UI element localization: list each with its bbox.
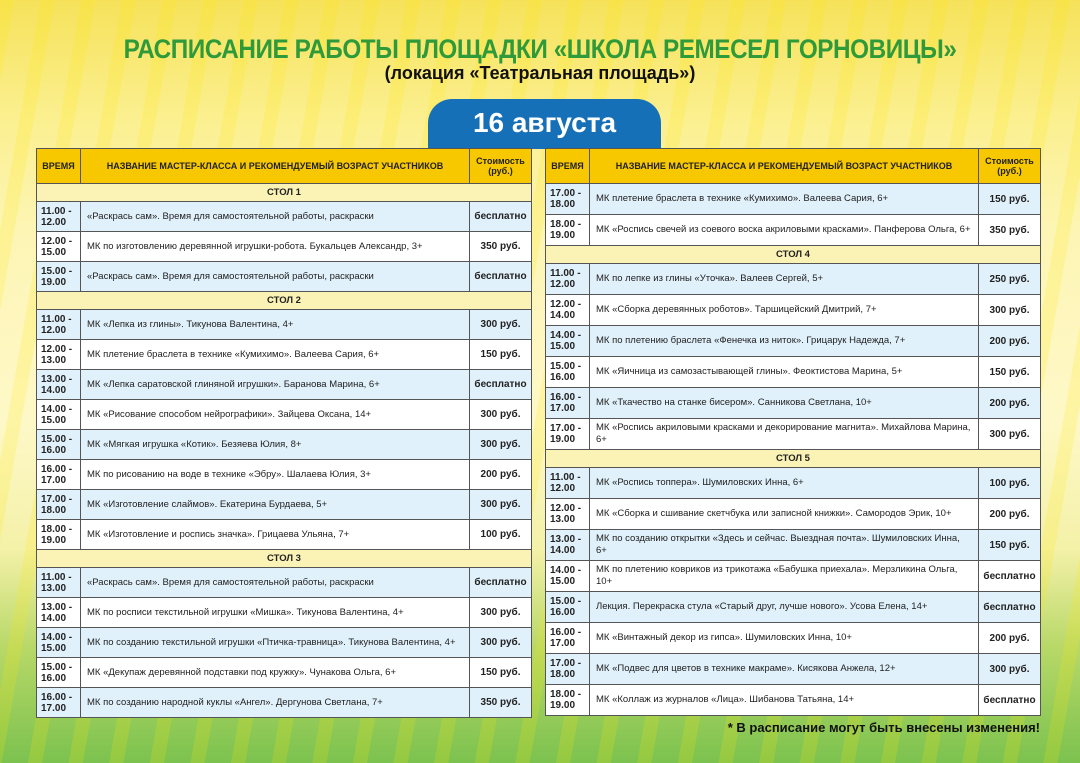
time-cell: 16.00 - 17.00 [546,388,590,419]
class-name-cell: МК «Изготовление слаймов». Екатерина Бурдаева, 5+ [81,490,470,520]
class-name-cell: «Раскрась сам». Время для самостоятельной работы, раскраски [81,202,470,232]
schedule-table-right [545,148,1041,716]
section-title: СТОЛ 4 [546,246,1041,264]
column-header-time: ВРЕМЯ [546,149,590,184]
time-cell: 15.00 - 16.00 [546,592,590,623]
class-name-cell: МК по созданию текстильной игрушки «Птичка-травница». Тикунова Валентина, 4+ [81,628,470,658]
class-name-cell: МК «Лепка из глины». Тикунова Валентина, 4+ [81,310,470,340]
price-cell: 200 руб. [470,460,532,490]
table-row [37,460,532,490]
class-name-cell: МК «Изготовление и роспись значка». Грицаева Ульяна, 7+ [81,520,470,550]
section-row [37,550,532,568]
price-cell: 150 руб. [979,357,1041,388]
time-cell: 14.00 - 15.00 [37,628,81,658]
class-name-cell: МК по рисованию на воде в технике «Эбру». Шалаева Юлия, 3+ [81,460,470,490]
time-cell: 15.00 - 16.00 [37,430,81,460]
time-cell: 11.00 - 12.00 [546,468,590,499]
price-cell: 300 руб. [979,295,1041,326]
date-badge: 16 августа [428,99,661,149]
class-name-cell: МК по созданию народной куклы «Ангел». Дергунова Светлана, 7+ [81,688,470,718]
table-row [37,232,532,262]
price-cell: 300 руб. [470,490,532,520]
schedule-table-left [36,148,532,718]
price-cell: 350 руб. [470,688,532,718]
section-title: СТОЛ 3 [37,550,532,568]
table-row [37,628,532,658]
table-row [546,184,1041,215]
section-row [546,450,1041,468]
table-row [546,654,1041,685]
class-name-cell: МК «Сборка деревянных роботов». Таршицейский Дмитрий, 7+ [590,295,979,326]
table-row [546,623,1041,654]
time-cell: 18.00 - 19.00 [546,215,590,246]
price-cell: 150 руб. [470,658,532,688]
table-row [546,561,1041,592]
price-cell: 300 руб. [470,598,532,628]
section-title: СТОЛ 1 [37,184,532,202]
section-title: СТОЛ 5 [546,450,1041,468]
time-cell: 12.00 - 13.00 [546,499,590,530]
time-cell: 11.00 - 13.00 [37,568,81,598]
table-row [37,490,532,520]
time-cell: 15.00 - 16.00 [546,357,590,388]
time-cell: 17.00 - 18.00 [546,184,590,215]
section-row [546,246,1041,264]
table-row [37,370,532,400]
price-cell: 150 руб. [979,530,1041,561]
price-cell: 100 руб. [470,520,532,550]
price-cell: 300 руб. [979,419,1041,450]
price-cell: 300 руб. [470,310,532,340]
price-cell: бесплатно [470,202,532,232]
table-row [37,598,532,628]
time-cell: 14.00 - 15.00 [37,400,81,430]
price-cell: 150 руб. [470,340,532,370]
table-row [37,658,532,688]
time-cell: 11.00 - 12.00 [546,264,590,295]
table-row [546,264,1041,295]
class-name-cell: МК «Декупаж деревянной подставки под кружку». Чунакова Ольга, 6+ [81,658,470,688]
price-cell: бесплатно [470,262,532,292]
class-name-cell: МК «Яичница из самозастывающей глины». Феоктистова Марина, 5+ [590,357,979,388]
table-row [546,685,1041,716]
price-cell: 300 руб. [979,654,1041,685]
column-header-name: НАЗВАНИЕ МАСТЕР-КЛАССА И РЕКОМЕНДУЕМЫЙ ВОЗРАСТ УЧАСТНИКОВ [81,149,470,184]
time-cell: 14.00 - 15.00 [546,326,590,357]
time-cell: 18.00 - 19.00 [37,520,81,550]
time-cell: 15.00 - 16.00 [37,658,81,688]
column-header-price: Стоимость (руб.) [979,149,1041,184]
class-name-cell: МК «Мягкая игрушка «Котик». Безяева Юлия, 8+ [81,430,470,460]
class-name-cell: Лекция. Перекраска стула «Старый друг, лучше нового». Усова Елена, 14+ [590,592,979,623]
class-name-cell: МК «Рисование способом нейрографики». Зайцева Оксана, 14+ [81,400,470,430]
time-cell: 15.00 - 19.00 [37,262,81,292]
class-name-cell: МК «Роспись свечей из соевого воска акриловыми красками». Панферова Ольга, 6+ [590,215,979,246]
time-cell: 14.00 - 15.00 [546,561,590,592]
table-row [37,340,532,370]
table-row [37,310,532,340]
time-cell: 11.00 - 12.00 [37,202,81,232]
column-header-price: Стоимость (руб.) [470,149,532,184]
price-cell: 200 руб. [979,499,1041,530]
class-name-cell: МК «Роспись акриловыми красками и декорирование магнита». Михайлова Марина, 6+ [590,419,979,450]
time-cell: 12.00 - 15.00 [37,232,81,262]
class-name-cell: МК «Винтажный декор из гипса». Шумиловских Инна, 10+ [590,623,979,654]
class-name-cell: «Раскрась сам». Время для самостоятельной работы, раскраски [81,568,470,598]
section-row [37,292,532,310]
class-name-cell: МК по плетению ковриков из трикотажа «Бабушка приехала». Мерзликина Ольга, 10+ [590,561,979,592]
time-cell: 13.00 - 14.00 [37,598,81,628]
price-cell: бесплатно [979,685,1041,716]
column-header-name: НАЗВАНИЕ МАСТЕР-КЛАССА И РЕКОМЕНДУЕМЫЙ ВОЗРАСТ УЧАСТНИКОВ [590,149,979,184]
section-title: СТОЛ 2 [37,292,532,310]
changes-notice: * В расписание могут быть внесены изменения! [727,720,1040,735]
time-cell: 12.00 - 14.00 [546,295,590,326]
table-row [546,419,1041,450]
table-row [546,592,1041,623]
price-cell: 200 руб. [979,623,1041,654]
time-cell: 12.00 - 13.00 [37,340,81,370]
time-cell: 11.00 - 12.00 [37,310,81,340]
time-cell: 16.00 - 17.00 [546,623,590,654]
location-subtitle: (локация «Театральная площадь») [384,63,696,83]
table-row [546,468,1041,499]
table-row [546,357,1041,388]
time-cell: 17.00 - 19.00 [546,419,590,450]
price-cell: 300 руб. [470,400,532,430]
price-cell: бесплатно [470,370,532,400]
table-row [37,400,532,430]
price-cell: бесплатно [979,592,1041,623]
class-name-cell: «Раскрась сам». Время для самостоятельной работы, раскраски [81,262,470,292]
time-cell: 13.00 - 14.00 [546,530,590,561]
time-cell: 17.00 - 18.00 [546,654,590,685]
section-row [37,184,532,202]
price-cell: 350 руб. [470,232,532,262]
class-name-cell: МК по изготовлению деревянной игрушки-робота. Букальцев Александр, 3+ [81,232,470,262]
table-row [37,688,532,718]
column-header-time: ВРЕМЯ [37,149,81,184]
class-name-cell: МК по росписи текстильной игрушки «Мишка». Тикунова Валентина, 4+ [81,598,470,628]
table-row [546,499,1041,530]
class-name-cell: МК «Лепка саратовской глиняной игрушки». Баранова Марина, 6+ [81,370,470,400]
class-name-cell: МК «Коллаж из журналов «Лица». Шибанова Татьяна, 14+ [590,685,979,716]
table-row [546,530,1041,561]
class-name-cell: МК «Подвес для цветов в технике макраме». Кисякова Анжела, 12+ [590,654,979,685]
time-cell: 16.00 - 17.00 [37,688,81,718]
table-row [37,202,532,232]
class-name-cell: МК по созданию открытки «Здесь и сейчас. Выездная почта». Шумиловских Инна, 6+ [590,530,979,561]
table-row [37,568,532,598]
price-cell: 150 руб. [979,184,1041,215]
table-row [546,295,1041,326]
table-row [37,262,532,292]
price-cell: бесплатно [470,568,532,598]
class-name-cell: МК «Роспись топпера». Шумиловских Инна, 6+ [590,468,979,499]
class-name-cell: МК «Ткачество на станке бисером». Санникова Светлана, 10+ [590,388,979,419]
table-row [546,388,1041,419]
price-cell: 300 руб. [470,430,532,460]
class-name-cell: МК «Сборка и сшивание скетчбука или записной книжки». Самородов Эрик, 10+ [590,499,979,530]
table-row [546,326,1041,357]
class-name-cell: МК плетение браслета в технике «Кумихимо». Валеева Сария, 6+ [81,340,470,370]
class-name-cell: МК по плетению браслета «Фенечка из ниток». Грицарук Надежда, 7+ [590,326,979,357]
table-row [546,215,1041,246]
price-cell: 350 руб. [979,215,1041,246]
price-cell: 250 руб. [979,264,1041,295]
class-name-cell: МК плетение браслета в технике «Кумихимо». Валеева Сария, 6+ [590,184,979,215]
price-cell: 300 руб. [470,628,532,658]
price-cell: 200 руб. [979,326,1041,357]
time-cell: 18.00 - 19.00 [546,685,590,716]
price-cell: бесплатно [979,561,1041,592]
class-name-cell: МК по лепке из глины «Уточка». Валеев Сергей, 5+ [590,264,979,295]
time-cell: 16.00 - 17.00 [37,460,81,490]
time-cell: 13.00 - 14.00 [37,370,81,400]
table-row [37,430,532,460]
time-cell: 17.00 - 18.00 [37,490,81,520]
price-cell: 100 руб. [979,468,1041,499]
page-title: РАСПИСАНИЕ РАБОТЫ ПЛОЩАДКИ «ШКОЛА РЕМЕСЕЛ ГОРНОВИЦЫ» [123,34,957,64]
price-cell: 200 руб. [979,388,1041,419]
table-row [37,520,532,550]
